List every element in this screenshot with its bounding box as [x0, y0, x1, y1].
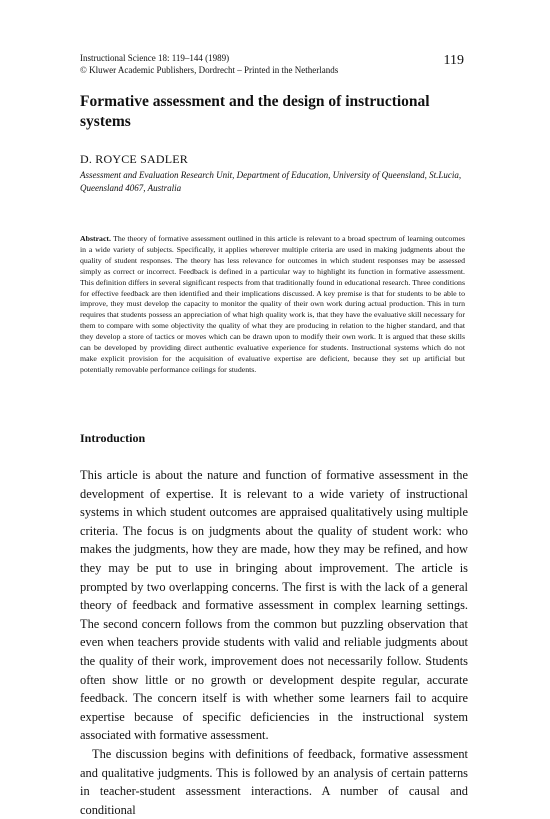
introduction-body [80, 466, 468, 819]
author-affiliation: Assessment and Evaluation Research Unit, Department of Education, University of Queensland, St.Lucia, Queensland 4067, Australia [80, 170, 462, 193]
paragraph: This article is about the nature and function of formative assessment in the development of expertise. It is relevant to a wide variety of instructional systems in which student outcomes are appraised qualitatively using multiple criteria. The focus is on judgments about the quality of student work: who makes the judgments, how they are made, how they may be refined, and how they may be put to use in bringing about improvement. The article is prompted by two overlapping concerns. The first is with the lack of a general theory of feedback and formative assessment in complex learning settings. The second concern follows from the common but puzzling observation that even when teachers provide students with valid and reliable judgments about the quality of their work, improvement does not necessarily follow. Students often show little or no growth or development despite regular, accurate feedback. The concern itself is with whether some learners fail to acquire expertise because of specific deficiencies in the instructional system associated with formative assessment. [80, 468, 468, 743]
section-heading-introduction: Introduction [80, 431, 146, 445]
publisher-line: © Kluwer Academic Publishers, Dordrecht – Printed in the Netherlands [80, 65, 339, 75]
abstract-text: The theory of formative assessment outlined in this article is relevant to a broad spectrum of learning outcomes in a wide variety of subjects. Specifically, it applies wherever multiple criteria are used in making judgments about the quality of student responses. The theory has less relevance for outcomes in which student responses may be assessed simply as correct or incorrect. Feedback is defined in a particular way to highlight its function in formative assessment. This definition differs in several significant respects from that traditionally found in educational research. Three conditions for effective feedback are then identified and their implications discussed. A key premise is that for students to be able to improve, they must develop the capacity to monitor the quality of their own work during actual production. This in turn requires that students possess an appreciation of what high quality work is, that they have the evaluative skill necessary for them to compare with some objectivity the quality of what they are producing in relation to the higher standard, and that they develop a store of tactics or moves which can be drawn upon to modify their own work. It is argued that these skills can be developed by providing direct authentic evaluative experience for students. Instructional systems which do not make explicit provision for the acquisition of evaluative expertise are deficient, because they set up artificial but potentially removable performance ceilings for students. [80, 234, 466, 374]
abstract-label: Abstract. [80, 234, 111, 243]
abstract [80, 234, 465, 376]
paragraph: The discussion begins with definitions of feedback, formative assessment and qualitative judgments. This is followed by an analysis of certain patterns in teacher-student assessment interactions. A number of causal and conditional [80, 746, 468, 817]
article-title: Formative assessment and the design of instructional systems [80, 93, 430, 130]
journal-citation: Instructional Science 18: 119–144 (1989) [80, 53, 230, 63]
page-number: 119 [443, 53, 464, 68]
author-name: D. ROYCE SADLER [80, 152, 189, 166]
page-header [80, 52, 464, 76]
